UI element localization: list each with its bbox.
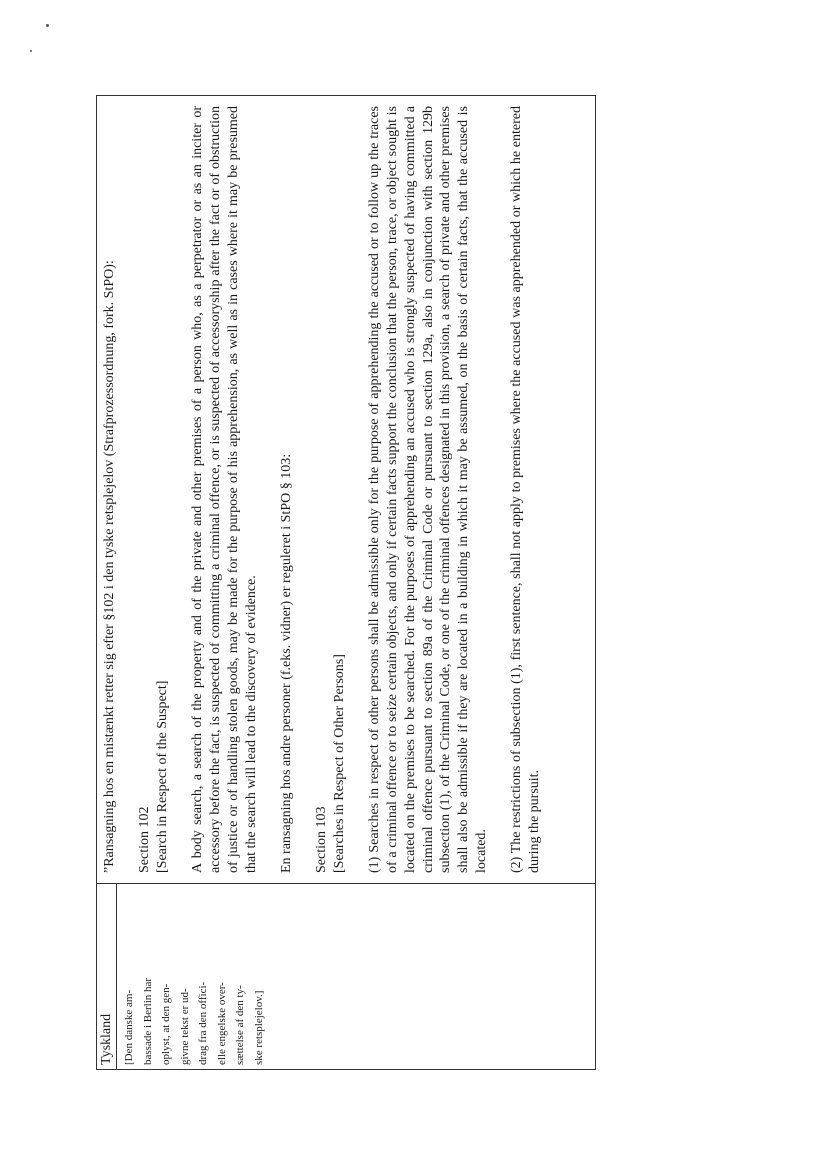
section-103-paragraph-1: (1) Searches in respect of other persons shall be admissible only for the purpose of apprehending the accused or to follow up the traces of a criminal offence or to seize certain objects, and only if certain facts support the conclusion that the person, trace, or object sought is located on the premises to be searched. For the purposes of apprehending an accused who is strongly suspected of having committed a criminal offence pursuant to section 89a of the Criminal Code or pursuant to section 129a, also in conjunction with section 129b subsection (1), of the Criminal Code, or one of the criminal offences designated in this provision, a search of private and other premises shall also be admissible if they are located in a building in which it may be assumed, on the basis of certain facts, that the accused is located. xyxy=(367,106,489,873)
section-102-heading: Section 102 xyxy=(137,806,153,873)
intro-text: ”Ransagning hos en mistænkt retter sig efter §102 i den tyske retsplejelov (Strafprozessordnung, fork. StPO): xyxy=(102,260,117,873)
section-102-title: [Search in Respect of the Suspect] xyxy=(155,680,171,873)
source-note: [Den danske am- bassade i Berlin har oplyst, at den gen- givne tekst er ud- drag fra den offici- elle engelske over- sættelse af den ty- ske retsplejelov.] xyxy=(123,977,265,1065)
scan-speck xyxy=(46,24,49,27)
transition-text: En ransagning hos andre personer (f.eks. vidner) er reguleret i StPO § 103: xyxy=(278,453,294,873)
rotated-page-content xyxy=(96,95,596,1070)
section-103-title: [Searches in Respect of Other Persons] xyxy=(332,654,348,873)
scan-speck xyxy=(30,50,32,52)
content-column xyxy=(97,96,595,883)
section-103-paragraph-2: (2) The restrictions of subsection (1), first sentence, shall not apply to premises where the accused was apprehended or which he entered during the pursuit. xyxy=(509,106,542,873)
country-cell: Tyskland xyxy=(97,884,117,1069)
document-table xyxy=(96,95,596,1070)
section-103-heading: Section 103 xyxy=(314,806,330,873)
section-102-text: A body search, a search of the property and of the private and other premises of a person who, as a perpetrator or as an inciter or accessory before the fact, is suspected of committing a criminal offence, or is suspected of accessoryship after the fact or of obstruction of justice or of handling stolen goods, may be made for the purpose of his apprehension, as well as in cases where it may be presumed that the search will lead to the discovery of evidence. xyxy=(190,106,259,873)
country-column xyxy=(97,883,595,1069)
